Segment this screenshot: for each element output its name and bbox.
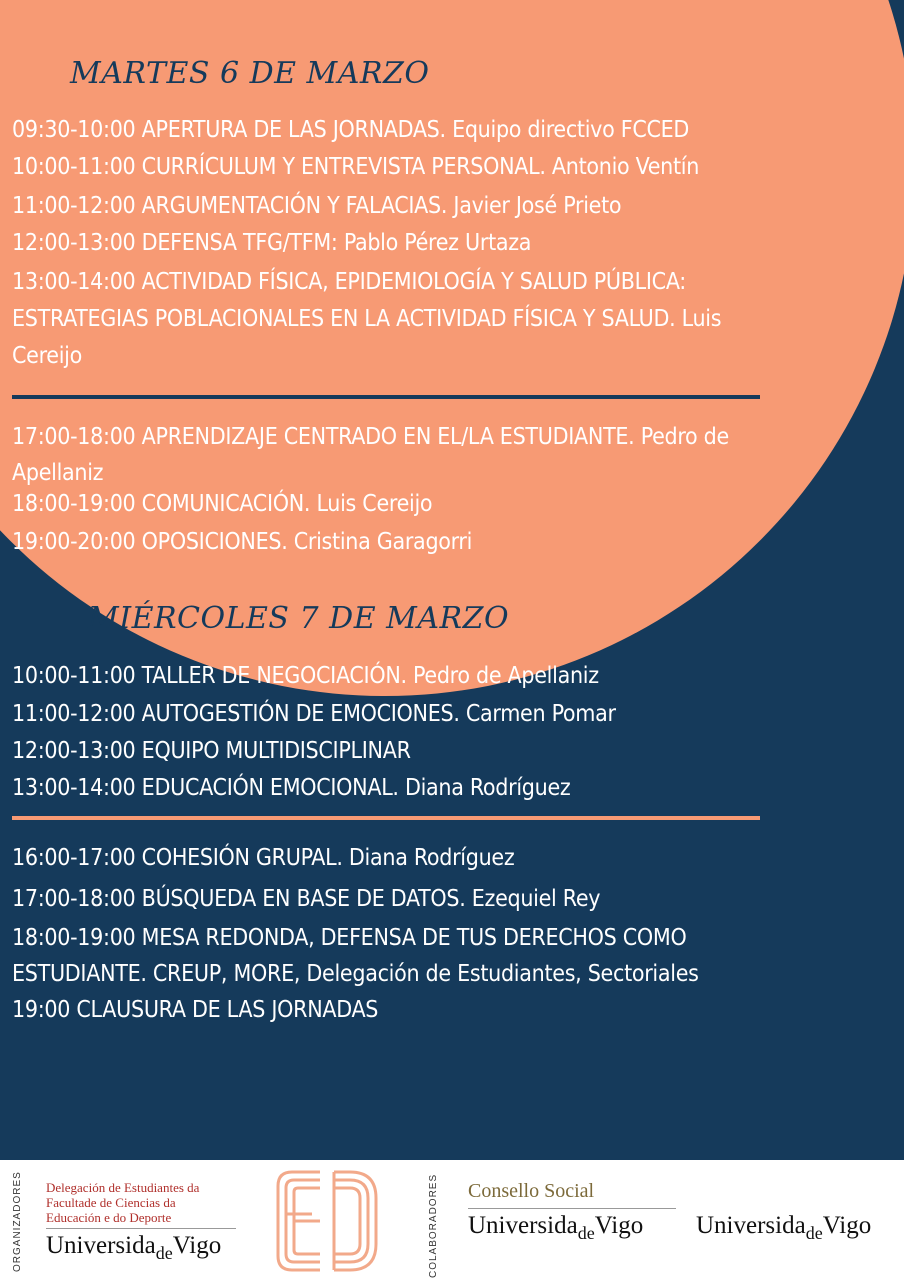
divider-line [46,1228,236,1229]
session-line: 17:00-18:00 APRENDIZAJE CENTRADO EN EL/LA ESTUDIANTE. Pedro de [12,424,729,450]
uvigo-de: de [805,1223,823,1243]
delegation-text [46,1180,199,1225]
uvigo-de: de [577,1223,595,1243]
session-line: 11:00-12:00 AUTOGESTIÓN DE EMOCIONES. Carmen Pomar [12,701,616,727]
divider-rule [12,395,760,399]
session-line: 19:00-20:00 OPOSICIONES. Cristina Garagorri [12,529,473,555]
divider-line [468,1208,676,1209]
uvigo-text: Universida [468,1212,578,1239]
session-line: 16:00-17:00 COHESIÓN GRUPAL. Diana Rodríguez [12,845,515,871]
uvigo-logo-left [46,1232,222,1263]
organizers-label: ORGANIZADORES [12,1171,23,1272]
delegation-line: Facultade de Ciencias da [46,1195,176,1210]
ed-logo-icon [272,1166,382,1276]
consello-social: Consello Social [468,1180,595,1202]
footer [0,1160,904,1280]
session-line: ESTUDIANTE. CREUP, MORE, Delegación de Estudiantes, Sectoriales [12,961,699,987]
session-line: Cereijo [12,343,82,369]
session-line: 11:00-12:00 ARGUMENTACIÓN Y FALACIAS. Javier José Prieto [12,193,622,219]
day-title-miercoles: MIÉRCOLES 7 DE MARZO [88,601,510,636]
day-title-martes: MARTES 6 DE MARZO [70,56,430,91]
uvigo-text: Vigo [594,1212,644,1239]
uvigo-text: Vigo [822,1212,872,1239]
session-line: 17:00-18:00 BÚSQUEDA EN BASE DE DATOS. Ezequiel Rey [12,886,601,912]
session-line: Apellaniz [12,460,104,486]
session-line: 13:00-14:00 ACTIVIDAD FÍSICA, EPIDEMIOLOGÍA Y SALUD PÚBLICA: [12,269,686,295]
session-line: 13:00-14:00 EDUCACIÓN EMOCIONAL. Diana Rodríguez [12,775,571,801]
uvigo-logo-center [468,1212,644,1243]
session-line: 12:00-13:00 EQUIPO MULTIDISCIPLINAR [12,738,411,764]
session-line: 18:00-19:00 COMUNICACIÓN. Luis Cereijo [12,491,433,517]
uvigo-text: Vigo [172,1232,222,1259]
delegation-line: Educación e do Deporte [46,1210,172,1225]
session-line: 12:00-13:00 DEFENSA TFG/TFM: Pablo Pérez Urtaza [12,230,532,256]
session-line: 19:00 CLAUSURA DE LAS JORNADAS [12,997,379,1023]
collaborators-label: COLABORADORES [428,1173,439,1278]
session-line: 18:00-19:00 MESA REDONDA, DEFENSA DE TUS DERECHOS COMO [12,925,687,951]
uvigo-text: Universida [46,1232,156,1259]
uvigo-text: Universida [696,1212,806,1239]
uvigo-logo-right [696,1212,872,1243]
session-line: 10:00-11:00 CURRÍCULUM Y ENTREVISTA PERSONAL. Antonio Ventín [12,154,700,180]
delegation-line: Delegación de Estudiantes da [46,1180,200,1195]
session-line: ESTRATEGIAS POBLACIONALES EN LA ACTIVIDAD FÍSICA Y SALUD. Luis [12,306,722,332]
uvigo-de: de [155,1243,173,1263]
session-line: 09:30-10:00 APERTURA DE LAS JORNADAS. Equipo directivo FCCED [12,117,690,143]
divider-rule [12,816,760,820]
session-line: 10:00-11:00 TALLER DE NEGOCIACIÓN. Pedro de Apellaniz [12,663,599,689]
